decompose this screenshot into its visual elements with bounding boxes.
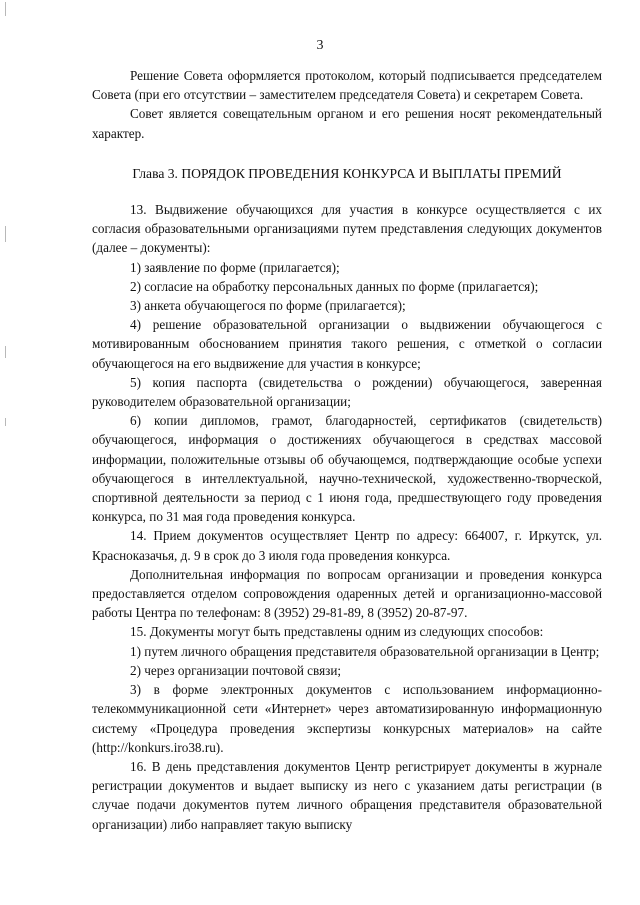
scan-artifact xyxy=(5,418,6,426)
scan-artifact xyxy=(5,226,6,242)
list-item: 4) решение образовательной организации о выдвижении обучающегося с мотивированным обоснованием принятия такого решения, с отметкой о согласии обучающегося на его выдвижение для участия в конкурсе; xyxy=(92,317,602,371)
list-item: 5) копия паспорта (свидетельства о рождении) обучающегося, заверенная руководителем образовательной организации; xyxy=(92,374,602,410)
paragraph: Решение Совета оформляется протоколом, который подписывается председателем Совета (при его отсутствии – заместителем председателя Совета) и секретарем Совета. xyxy=(92,68,602,103)
document-body xyxy=(92,66,602,834)
paragraph: Совет является совещательным органом и его решения носят рекомендательный характер. xyxy=(92,106,602,141)
scan-artifact xyxy=(5,346,6,358)
paragraph: 13. Выдвижение обучающихся для участия в конкурсе осуществляется с их согласия образовательными организациями путем представления следующих документов (далее – документы): xyxy=(92,202,602,256)
list-item: 2) через организации почтовой связи; xyxy=(130,662,342,678)
scan-artifact xyxy=(5,2,6,16)
page-number: 3 xyxy=(316,38,324,53)
paragraph: 15. Документы могут быть представлены одним из следующих способов: xyxy=(130,624,544,640)
list-item: 2) согласие на обработку персональных данных по форме (прилагается); xyxy=(130,278,539,294)
list-item: 6) копии дипломов, грамот, благодарностей, сертификатов (свидетельств) обучающегося, информация о достижениях обучающегося в средствах массовой информации, положительные отзывы об обучающемся, подтверждающие особые успехи обучающегося в интеллектуальной, научно-технической, художественно-творческой, спортивной деятельности за период с 1 июня года, предшествующего году проведения конкурса, по 31 мая года проведения конкурса. xyxy=(92,413,602,525)
chapter-heading: Глава 3. ПОРЯДОК ПРОВЕДЕНИЯ КОНКУРСА И ВЫПЛАТЫ ПРЕМИЙ xyxy=(132,165,562,181)
list-item: 1) путем личного обращения представителя образовательной организации в Центр; xyxy=(130,643,600,659)
list-item: 1) заявление по форме (прилагается); xyxy=(130,259,340,275)
list-item: 3) в форме электронных документов с использованием информационно-телекоммуникационной сети «Интернет» через автоматизированную информационную систему «Процедура проведения экспертизы конкурсных материалов» на сайте (http://konkurs.iro38.ru). xyxy=(92,682,602,755)
paragraph: 16. В день представления документов Центр регистрирует документы в журнале регистрации документов и выдает выписку из него с указанием даты регистрации (в случае подачи документов путем личного обращения представителя образовательной организации) либо направляет такую выписку xyxy=(92,758,602,832)
paragraph: Дополнительная информация по вопросам организации и проведения конкурса предоставляется отделом сопровождения одаренных детей и организационно-массовой работы Центра по телефонам: 8 (3952) 29-81-89, 8 (3952) 20-87-97. xyxy=(92,566,602,621)
paragraph: 14. Прием документов осуществляет Центр по адресу: 664007, г. Иркутск, ул. Красноказачья, д. 9 в срок до 3 июля года проведения конкурса. xyxy=(92,528,602,563)
list-item: 3) анкета обучающегося по форме (прилагается); xyxy=(130,298,406,314)
